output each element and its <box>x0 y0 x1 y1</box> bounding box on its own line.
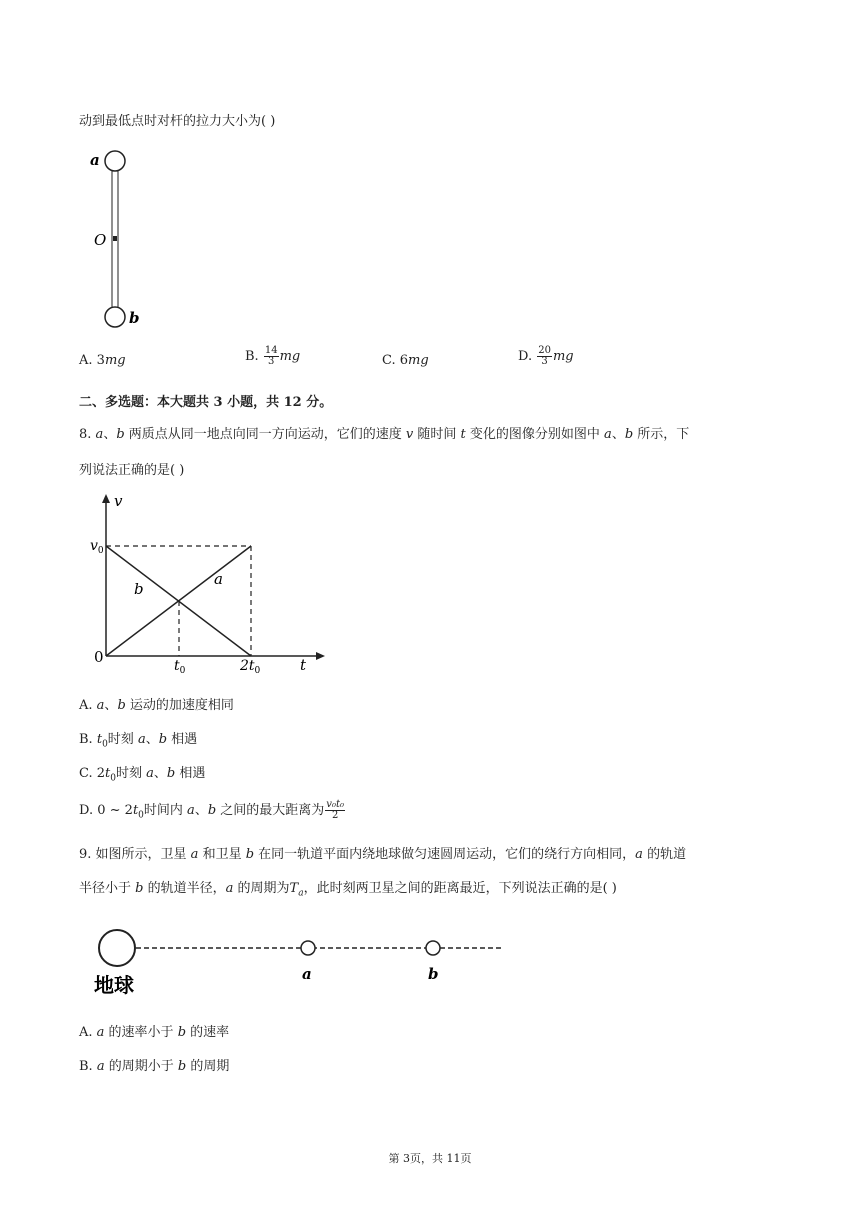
q8-text-line1: 8. a、b 两质点从同一地点向同一方向运动，它们的速度 v 随时间 t 变化的图像分别如图中 a、b 所示，下 <box>79 427 690 442</box>
q9-satellite-b <box>426 941 440 955</box>
q9-satellite-a <box>301 941 315 955</box>
q8-label-origin: 0 <box>94 648 104 666</box>
q7-text-tail: 动到最低点时对杆的拉力大小为( ) <box>79 114 276 129</box>
q7-option-a[interactable]: A. 3mg <box>79 353 126 368</box>
q9-label-earth: 地球 <box>94 973 134 997</box>
q9-option-a[interactable]: A. a 的速率小于 b 的速率 <box>79 1025 230 1040</box>
q7-ball-a <box>105 151 125 171</box>
q7-label-b: b <box>129 309 140 327</box>
q8-label-b: b <box>134 580 144 598</box>
q8-label-t0: $t_0$ <box>174 658 186 676</box>
q8-option-a[interactable]: A. a、b 运动的加速度相同 <box>79 698 234 713</box>
q8-option-b[interactable]: B. $t_0$时刻 a、b 相遇 <box>79 732 198 750</box>
q8-t-axis-arrow <box>316 652 325 660</box>
q7-option-d[interactable]: D. $\frac{20}{3}$ mg <box>518 345 574 367</box>
q8-vt-graph <box>85 488 335 678</box>
q9-earth-circle <box>99 930 135 966</box>
q8-label-2t0: $2t_0$ <box>240 658 261 676</box>
q7-option-c[interactable]: C. 6mg <box>382 353 429 368</box>
q9-option-b[interactable]: B. a 的周期小于 b 的周期 <box>79 1059 230 1074</box>
q9-orbit-figure <box>90 925 510 1005</box>
q8-option-d[interactable]: D. 0 ~ $2t_0$时间内 a、b 之间的最大距离为 $\frac{\text{v₀t₀}}{2}$ <box>79 799 344 821</box>
q8-label-v0: $v_0$ <box>90 538 104 556</box>
q7-rod-figure <box>85 145 155 335</box>
q7-label-a: a <box>90 151 100 169</box>
q8-label-v-axis: v <box>114 492 123 510</box>
q7-label-o: O <box>94 231 107 249</box>
q8-v-axis-arrow <box>102 494 110 503</box>
q7-ball-b <box>105 307 125 327</box>
q8-label-t-axis: t <box>300 656 307 674</box>
q7-option-b[interactable]: B. $\frac{14}{3}$ mg <box>245 345 301 367</box>
section-2-title: 二、多选题：本大题共 3 小题，共 12 分。 <box>79 395 333 410</box>
q7-pivot <box>113 236 117 241</box>
q8-option-c[interactable]: C. $2t_0$时刻 a、b 相遇 <box>79 766 206 784</box>
q9-label-a: a <box>302 965 312 983</box>
q8-text-line2: 列说法正确的是( ) <box>79 463 185 478</box>
q9-label-b: b <box>428 965 439 983</box>
page-footer: 第 3页，共 11页 <box>388 1152 472 1165</box>
q8-label-a: a <box>214 570 223 588</box>
q9-text-line1: 9. 如图所示，卫星 a 和卫星 b 在同一轨道平面内绕地球做匀速圆周运动，它们的绕行方向相同，a 的轨道 <box>79 847 687 862</box>
q9-text-line2: 半径小于 b 的轨道半径，a 的周期为$T_a$，此时刻两卫星之间的距离最近，下列说法正确的是( ) <box>79 881 617 899</box>
